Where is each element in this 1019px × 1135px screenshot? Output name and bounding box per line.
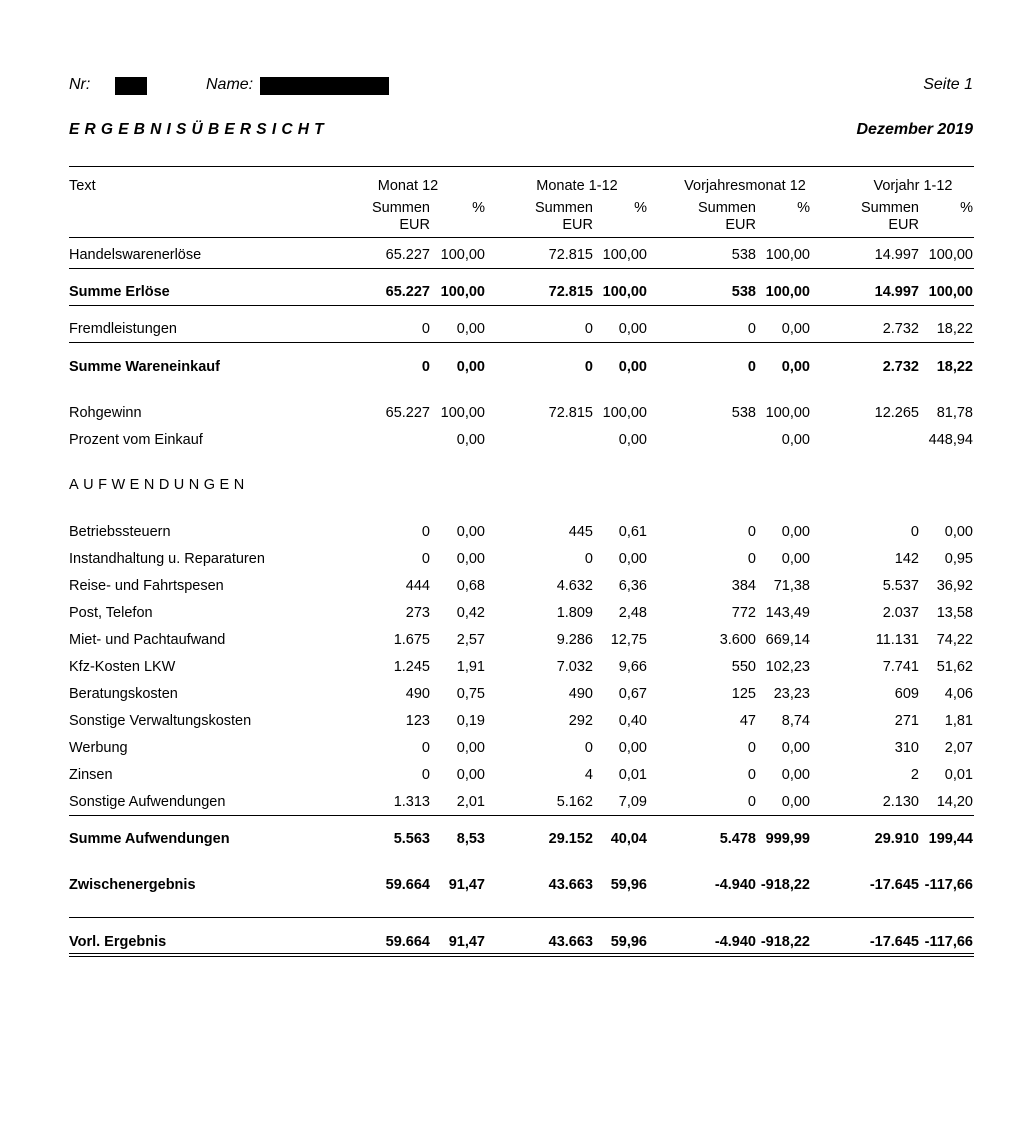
cell-monate1-12-pct: 59,96 [610,877,647,893]
cell-monat12-pct: 0,00 [456,321,485,337]
cell-vorjahr1-12-eur: 2 [910,767,919,783]
nr-label: Nr: [69,76,91,93]
cell-vorjahresmonat12-pct: 0,00 [781,740,810,756]
table-row [0,932,1019,952]
table-row [0,711,1019,731]
summen-label: Summen [534,200,593,216]
cell-vorjahresmonat12-eur: 0 [747,794,756,810]
cell-vorjahresmonat12-pct: -918,22 [760,934,810,950]
row-label: Summe Erlöse [69,284,170,300]
cell-monate1-12-pct: 100,00 [602,247,647,263]
cell-monat12-pct: 0,00 [456,359,485,375]
cell-monat12-pct: 8,53 [456,831,485,847]
cell-monat12-pct: 100,00 [440,247,485,263]
cell-vorjahr1-12-pct: -117,66 [924,877,973,893]
cell-monat12-pct: 0,00 [456,740,485,756]
row-label: Summe Wareneinkauf [69,359,220,375]
cell-monate1-12-pct: 0,00 [618,321,647,337]
cell-monat12-eur: 0 [421,767,430,783]
report-date: Dezember 2019 [856,121,973,138]
cell-vorjahr1-12-eur: 5.537 [882,578,919,594]
cell-monate1-12-pct: 2,48 [618,605,647,621]
table-row [0,875,1019,895]
cell-vorjahresmonat12-eur: -4.940 [714,877,756,893]
table-row [0,738,1019,758]
pct-label: % [960,200,973,216]
eur-label: EUR [562,217,593,233]
row-label: Sonstige Verwaltungskosten [69,713,252,729]
cell-monat12-eur: 0 [421,740,430,756]
cell-vorjahresmonat12-pct: 0,00 [781,432,810,448]
cell-monat12-eur: 0 [421,321,430,337]
cell-vorjahresmonat12-pct: 0,00 [781,794,810,810]
cell-monate1-12-pct: 0,01 [618,767,647,783]
cell-vorjahr1-12-eur: 7.741 [882,659,919,675]
cell-monate1-12-eur: 72.815 [548,247,593,263]
row-label: Prozent vom Einkauf [69,432,203,448]
cell-monat12-pct: 0,00 [456,551,485,567]
cell-vorjahresmonat12-eur: 0 [747,740,756,756]
cell-vorjahr1-12-eur: 310 [894,740,919,756]
cell-vorjahresmonat12-eur: 384 [731,578,756,594]
cell-monate1-12-eur: 0 [584,321,593,337]
cell-vorjahr1-12-eur: -17.645 [869,877,919,893]
cell-monate1-12-pct: 100,00 [602,284,647,300]
cell-monate1-12-pct: 0,61 [618,524,647,540]
cell-monat12-eur: 0 [421,359,430,375]
table-row [0,319,1019,339]
cell-vorjahr1-12-eur: -17.645 [869,934,919,950]
cell-vorjahresmonat12-pct: 23,23 [773,686,810,702]
cell-vorjahresmonat12-pct: 0,00 [781,321,810,337]
cell-vorjahr1-12-eur: 11.131 [875,632,919,648]
cell-monate1-12-pct: 9,66 [618,659,647,675]
table-row [0,829,1019,849]
cell-vorjahresmonat12-eur: 550 [731,659,756,675]
cell-vorjahr1-12-pct: 100,00 [928,284,973,300]
cell-monate1-12-eur: 4 [584,767,593,783]
eur-label: EUR [399,217,430,233]
cell-monat12-eur: 490 [405,686,430,702]
cell-monate1-12-pct: 6,36 [618,578,647,594]
cell-vorjahr1-12-pct: 1,81 [944,713,973,729]
table-row [0,657,1019,677]
cell-monate1-12-eur: 7.032 [556,659,593,675]
report-title: ERGEBNISÜBERSICHT [69,121,329,138]
cell-vorjahresmonat12-pct: -918,22 [760,877,810,893]
row-label: Rohgewinn [69,405,142,421]
cell-monate1-12-pct: 59,96 [610,934,647,950]
row-label: Zwischenergebnis [69,877,196,893]
cell-monate1-12-eur: 43.663 [548,934,593,950]
cell-vorjahr1-12-pct: 100,00 [928,247,973,263]
pct-label: % [472,200,485,216]
cell-vorjahr1-12-pct: 4,06 [944,686,973,702]
cell-monat12-eur: 0 [421,551,430,567]
table-row [0,630,1019,650]
table-row [0,282,1019,302]
cell-vorjahresmonat12-eur: 772 [731,605,756,621]
cell-monate1-12-pct: 12,75 [610,632,647,648]
cell-monat12-pct: 1,91 [456,659,485,675]
cell-vorjahresmonat12-pct: 100,00 [765,405,810,421]
column-group-vorjahresmonat12: Vorjahresmonat 12 [684,178,806,194]
cell-monate1-12-eur: 4.632 [556,578,593,594]
section-heading-aufwendungen: AUFWENDUNGEN [69,477,249,493]
row-label: Miet- und Pachtaufwand [69,632,226,648]
cell-vorjahr1-12-eur: 142 [894,551,919,567]
pct-label: % [634,200,647,216]
table-row [0,245,1019,265]
cell-vorjahr1-12-pct: 13,58 [936,605,973,621]
summen-label: Summen [697,200,756,216]
cell-vorjahr1-12-pct: -117,66 [924,934,973,950]
cell-vorjahr1-12-pct: 81,78 [936,405,973,421]
table-row [0,430,1019,450]
cell-vorjahresmonat12-eur: 538 [731,405,756,421]
cell-vorjahresmonat12-pct: 100,00 [765,247,810,263]
cell-monat12-eur: 1.245 [393,659,430,675]
table-row [0,549,1019,569]
cell-monat12-eur: 65.227 [385,247,430,263]
cell-vorjahresmonat12-eur: 538 [731,284,756,300]
cell-vorjahresmonat12-pct: 100,00 [765,284,810,300]
cell-vorjahresmonat12-eur: 0 [747,767,756,783]
cell-monat12-pct: 100,00 [440,284,485,300]
row-label: Handelswarenerlöse [69,247,202,263]
cell-vorjahresmonat12-pct: 0,00 [781,359,810,375]
cell-monate1-12-eur: 0 [584,740,593,756]
cell-vorjahr1-12-eur: 2.732 [882,321,919,337]
cell-vorjahresmonat12-eur: 3.600 [719,632,756,648]
cell-monate1-12-eur: 292 [568,713,593,729]
cell-monat12-eur: 1.675 [393,632,430,648]
cell-monate1-12-pct: 100,00 [602,405,647,421]
cell-vorjahr1-12-pct: 199,44 [928,831,973,847]
cell-vorjahr1-12-eur: 14.997 [874,247,919,263]
cell-vorjahr1-12-pct: 2,07 [944,740,973,756]
row-label: Vorl. Ergebnis [69,934,167,950]
cell-vorjahr1-12-eur: 271 [894,713,919,729]
table-row [0,576,1019,596]
cell-monat12-eur: 444 [405,578,430,594]
summen-label: Summen [860,200,919,216]
cell-vorjahr1-12-pct: 18,22 [936,321,973,337]
table-row [0,684,1019,704]
cell-vorjahr1-12-eur: 2.732 [882,359,919,375]
cell-monat12-eur: 65.227 [385,405,430,421]
cell-vorjahresmonat12-pct: 102,23 [765,659,810,675]
cell-vorjahr1-12-pct: 448,94 [928,432,973,448]
cell-vorjahresmonat12-eur: 47 [739,713,756,729]
table-row [0,403,1019,423]
cell-vorjahresmonat12-pct: 0,00 [781,767,810,783]
cell-monat12-pct: 0,42 [456,605,485,621]
cell-monat12-pct: 100,00 [440,405,485,421]
row-label: Betriebssteuern [69,524,171,540]
cell-vorjahresmonat12-eur: 0 [747,321,756,337]
row-label: Reise- und Fahrtspesen [69,578,224,594]
cell-monat12-eur: 59.664 [385,877,430,893]
cell-vorjahr1-12-eur: 29.910 [874,831,919,847]
cell-monat12-pct: 0,68 [456,578,485,594]
cell-vorjahr1-12-eur: 14.997 [874,284,919,300]
cell-monat12-pct: 0,00 [456,767,485,783]
name-label: Name: [206,76,254,93]
cell-monate1-12-eur: 29.152 [548,831,593,847]
cell-monate1-12-pct: 0,00 [618,432,647,448]
cell-monat12-eur: 273 [405,605,430,621]
page-number: Seite 1 [923,76,973,93]
cell-monate1-12-pct: 40,04 [610,831,647,847]
pct-label: % [797,200,810,216]
cell-vorjahresmonat12-eur: 0 [747,359,756,375]
cell-vorjahr1-12-eur: 0 [910,524,919,540]
cell-monat12-pct: 0,00 [456,432,485,448]
cell-monate1-12-eur: 9.286 [556,632,593,648]
cell-vorjahresmonat12-pct: 71,38 [773,578,810,594]
row-label: Kfz-Kosten LKW [69,659,176,675]
cell-vorjahresmonat12-pct: 8,74 [781,713,810,729]
cell-vorjahresmonat12-pct: 143,49 [765,605,810,621]
cell-monat12-eur: 65.227 [385,284,430,300]
cell-monat12-eur: 1.313 [393,794,430,810]
cell-vorjahr1-12-pct: 36,92 [936,578,973,594]
cell-monate1-12-pct: 0,67 [618,686,647,702]
table-row [0,765,1019,785]
cell-monat12-pct: 91,47 [448,934,485,950]
cell-vorjahr1-12-pct: 14,20 [936,794,973,810]
cell-monate1-12-pct: 7,09 [618,794,647,810]
cell-monat12-pct: 0,00 [456,524,485,540]
cell-vorjahresmonat12-eur: 0 [747,524,756,540]
table-row [0,357,1019,377]
cell-monat12-pct: 2,01 [456,794,485,810]
cell-vorjahr1-12-pct: 18,22 [936,359,973,375]
cell-vorjahresmonat12-eur: -4.940 [714,934,756,950]
cell-vorjahresmonat12-eur: 5.478 [719,831,756,847]
eur-label: EUR [725,217,756,233]
cell-monate1-12-eur: 72.815 [548,405,593,421]
cell-vorjahr1-12-eur: 12.265 [874,405,919,421]
cell-vorjahr1-12-pct: 0,01 [944,767,973,783]
cell-monate1-12-eur: 490 [568,686,593,702]
eur-label: EUR [888,217,919,233]
cell-monat12-eur: 123 [405,713,430,729]
table-row [0,522,1019,542]
cell-monate1-12-eur: 72.815 [548,284,593,300]
cell-monate1-12-eur: 1.809 [556,605,593,621]
row-label: Fremdleistungen [69,321,177,337]
summen-label: Summen [371,200,430,216]
table-row [0,603,1019,623]
cell-vorjahr1-12-eur: 609 [894,686,919,702]
cell-vorjahr1-12-pct: 51,62 [936,659,973,675]
cell-vorjahresmonat12-pct: 999,99 [765,831,810,847]
cell-vorjahr1-12-pct: 74,22 [936,632,973,648]
cell-monate1-12-eur: 0 [584,551,593,567]
cell-monate1-12-pct: 0,40 [618,713,647,729]
cell-monat12-pct: 2,57 [456,632,485,648]
cell-vorjahresmonat12-eur: 0 [747,551,756,567]
cell-monat12-pct: 0,19 [456,713,485,729]
column-group-vorjahr1-12: Vorjahr 1-12 [873,178,953,194]
row-label: Instandhaltung u. Reparaturen [69,551,265,567]
row-label: Sonstige Aufwendungen [69,794,226,810]
cell-monate1-12-pct: 0,00 [618,551,647,567]
cell-monat12-eur: 59.664 [385,934,430,950]
column-group-monate1-12: Monate 1-12 [536,178,618,194]
cell-monate1-12-pct: 0,00 [618,359,647,375]
cell-monate1-12-eur: 0 [584,359,593,375]
cell-monate1-12-eur: 43.663 [548,877,593,893]
cell-vorjahresmonat12-pct: 0,00 [781,551,810,567]
cell-vorjahresmonat12-eur: 125 [731,686,756,702]
cell-vorjahr1-12-pct: 0,00 [944,524,973,540]
row-label: Beratungskosten [69,686,178,702]
column-text-header: Text [69,178,96,194]
cell-monat12-pct: 91,47 [448,877,485,893]
cell-monat12-eur: 0 [421,524,430,540]
cell-monate1-12-eur: 5.162 [556,794,593,810]
cell-vorjahresmonat12-pct: 0,00 [781,524,810,540]
cell-vorjahr1-12-eur: 2.130 [882,794,919,810]
cell-monate1-12-pct: 0,00 [618,740,647,756]
table-row [0,792,1019,812]
cell-vorjahr1-12-eur: 2.037 [882,605,919,621]
row-label: Zinsen [69,767,113,783]
row-label: Summe Aufwendungen [69,831,230,847]
row-label: Post, Telefon [69,605,153,621]
column-group-monat12: Monat 12 [377,178,439,194]
row-label: Werbung [69,740,128,756]
cell-monat12-pct: 0,75 [456,686,485,702]
cell-vorjahr1-12-pct: 0,95 [944,551,973,567]
cell-monat12-eur: 5.563 [393,831,430,847]
cell-vorjahresmonat12-eur: 538 [731,247,756,263]
cell-vorjahresmonat12-pct: 669,14 [765,632,810,648]
cell-monate1-12-eur: 445 [568,524,593,540]
